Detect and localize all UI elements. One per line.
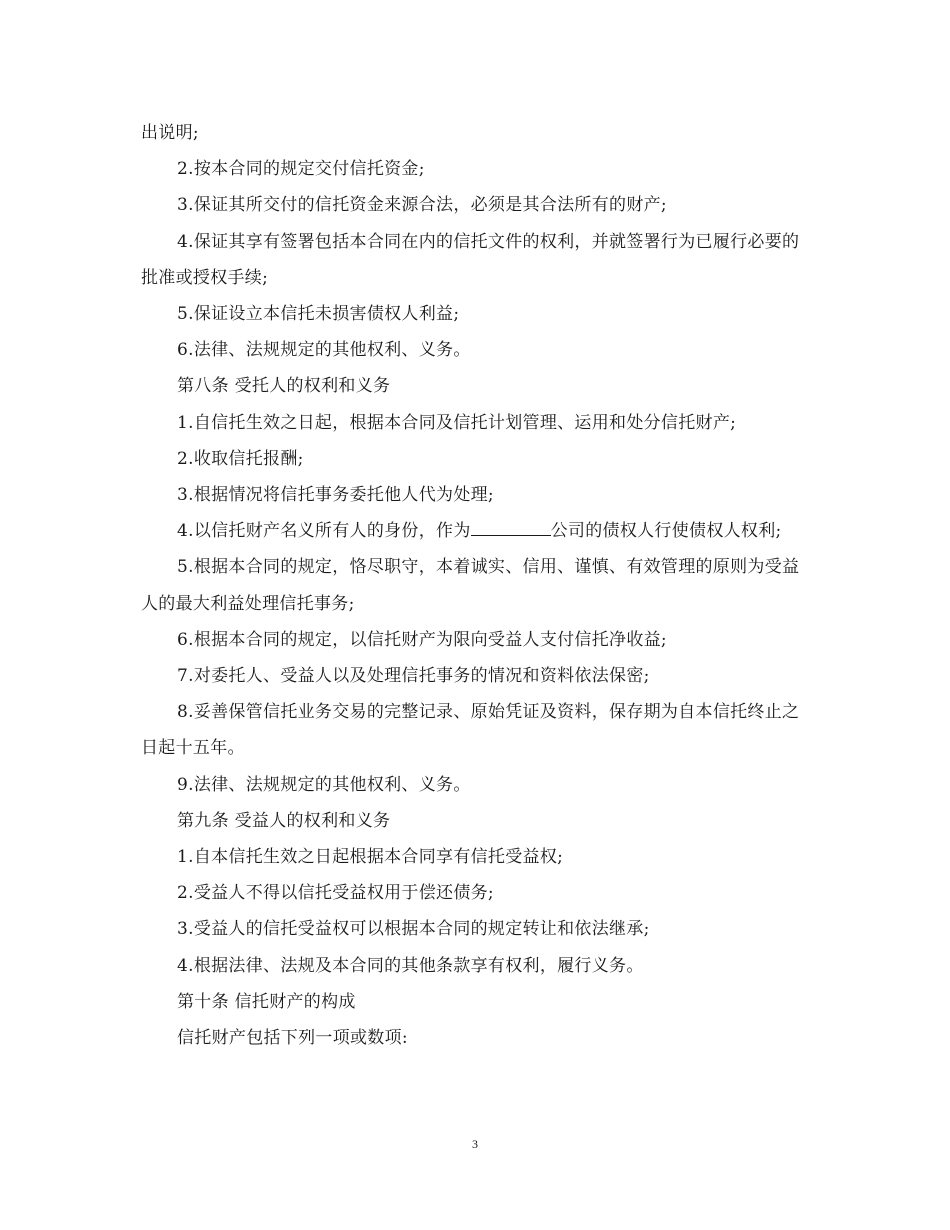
document-body (141, 115, 811, 1056)
paragraph: 3.受益人的信托受益权可以根据本合同的规定转让和依法继承; (177, 919, 650, 940)
paragraph: 9.法律、法规规定的其他权利、义务。 (177, 774, 471, 795)
paragraph: 4.保证其享有签署包括本合同在内的信托文件的权利，并就签署行为已履行必要的批准或授权手续; (141, 231, 800, 288)
page-number: 3 (472, 1137, 478, 1151)
paragraph-text-after-blank: 公司的债权人行使债权人权利; (550, 521, 782, 542)
paragraph-text-before-blank: 4.以信托财产名义所有人的身份，作为 (177, 521, 471, 542)
paragraph: 4.根据法律、法规及本合同的其他条款享有权利，履行义务。 (177, 955, 644, 976)
section-heading: 第八条 受托人的权利和义务 (177, 376, 391, 397)
paragraph: 5.根据本合同的规定，恪尽职守，本着诚实、信用、谨慎、有效管理的原则为受益人的最大利益处理信托事务; (141, 557, 800, 614)
section-heading: 第十条 信托财产的构成 (177, 991, 356, 1012)
paragraph: 2.按本合同的规定交付信托资金; (177, 159, 425, 180)
paragraph-with-blank (141, 513, 811, 549)
paragraph: 7.对委托人、受益人以及处理信托事务的情况和资料依法保密; (177, 666, 650, 687)
paragraph: 2.受益人不得以信托受益权用于偿还债务; (177, 883, 494, 904)
paragraph: 1.自信托生效之日起，根据本合同及信托计划管理、运用和处分信托财产; (177, 412, 737, 433)
paragraph: 1.自本信托生效之日起根据本合同享有信托受益权; (177, 847, 564, 868)
paragraph: 8.妥善保管信托业务交易的完整记录、原始凭证及资料，保存期为自本信托终止之日起十五年。 (141, 702, 800, 759)
paragraph: 6.根据本合同的规定，以信托财产为限向受益人支付信托净收益; (177, 629, 667, 650)
paragraph: 5.保证设立本信托未损害债权人利益; (177, 304, 460, 325)
paragraph: 出说明; (141, 123, 199, 143)
paragraph: 3.保证其所交付的信托资金来源合法，必须是其合法所有的财产; (177, 195, 667, 216)
paragraph: 信托财产包括下列一项或数项: (177, 1028, 408, 1049)
paragraph: 3.根据情况将信托事务委托他人代为处理; (177, 485, 494, 506)
paragraph: 6.法律、法规规定的其他权利、义务。 (177, 340, 471, 361)
fill-in-blank (471, 517, 551, 536)
paragraph: 2.收取信托报酬; (177, 448, 304, 469)
section-heading: 第九条 受益人的权利和义务 (177, 810, 391, 831)
